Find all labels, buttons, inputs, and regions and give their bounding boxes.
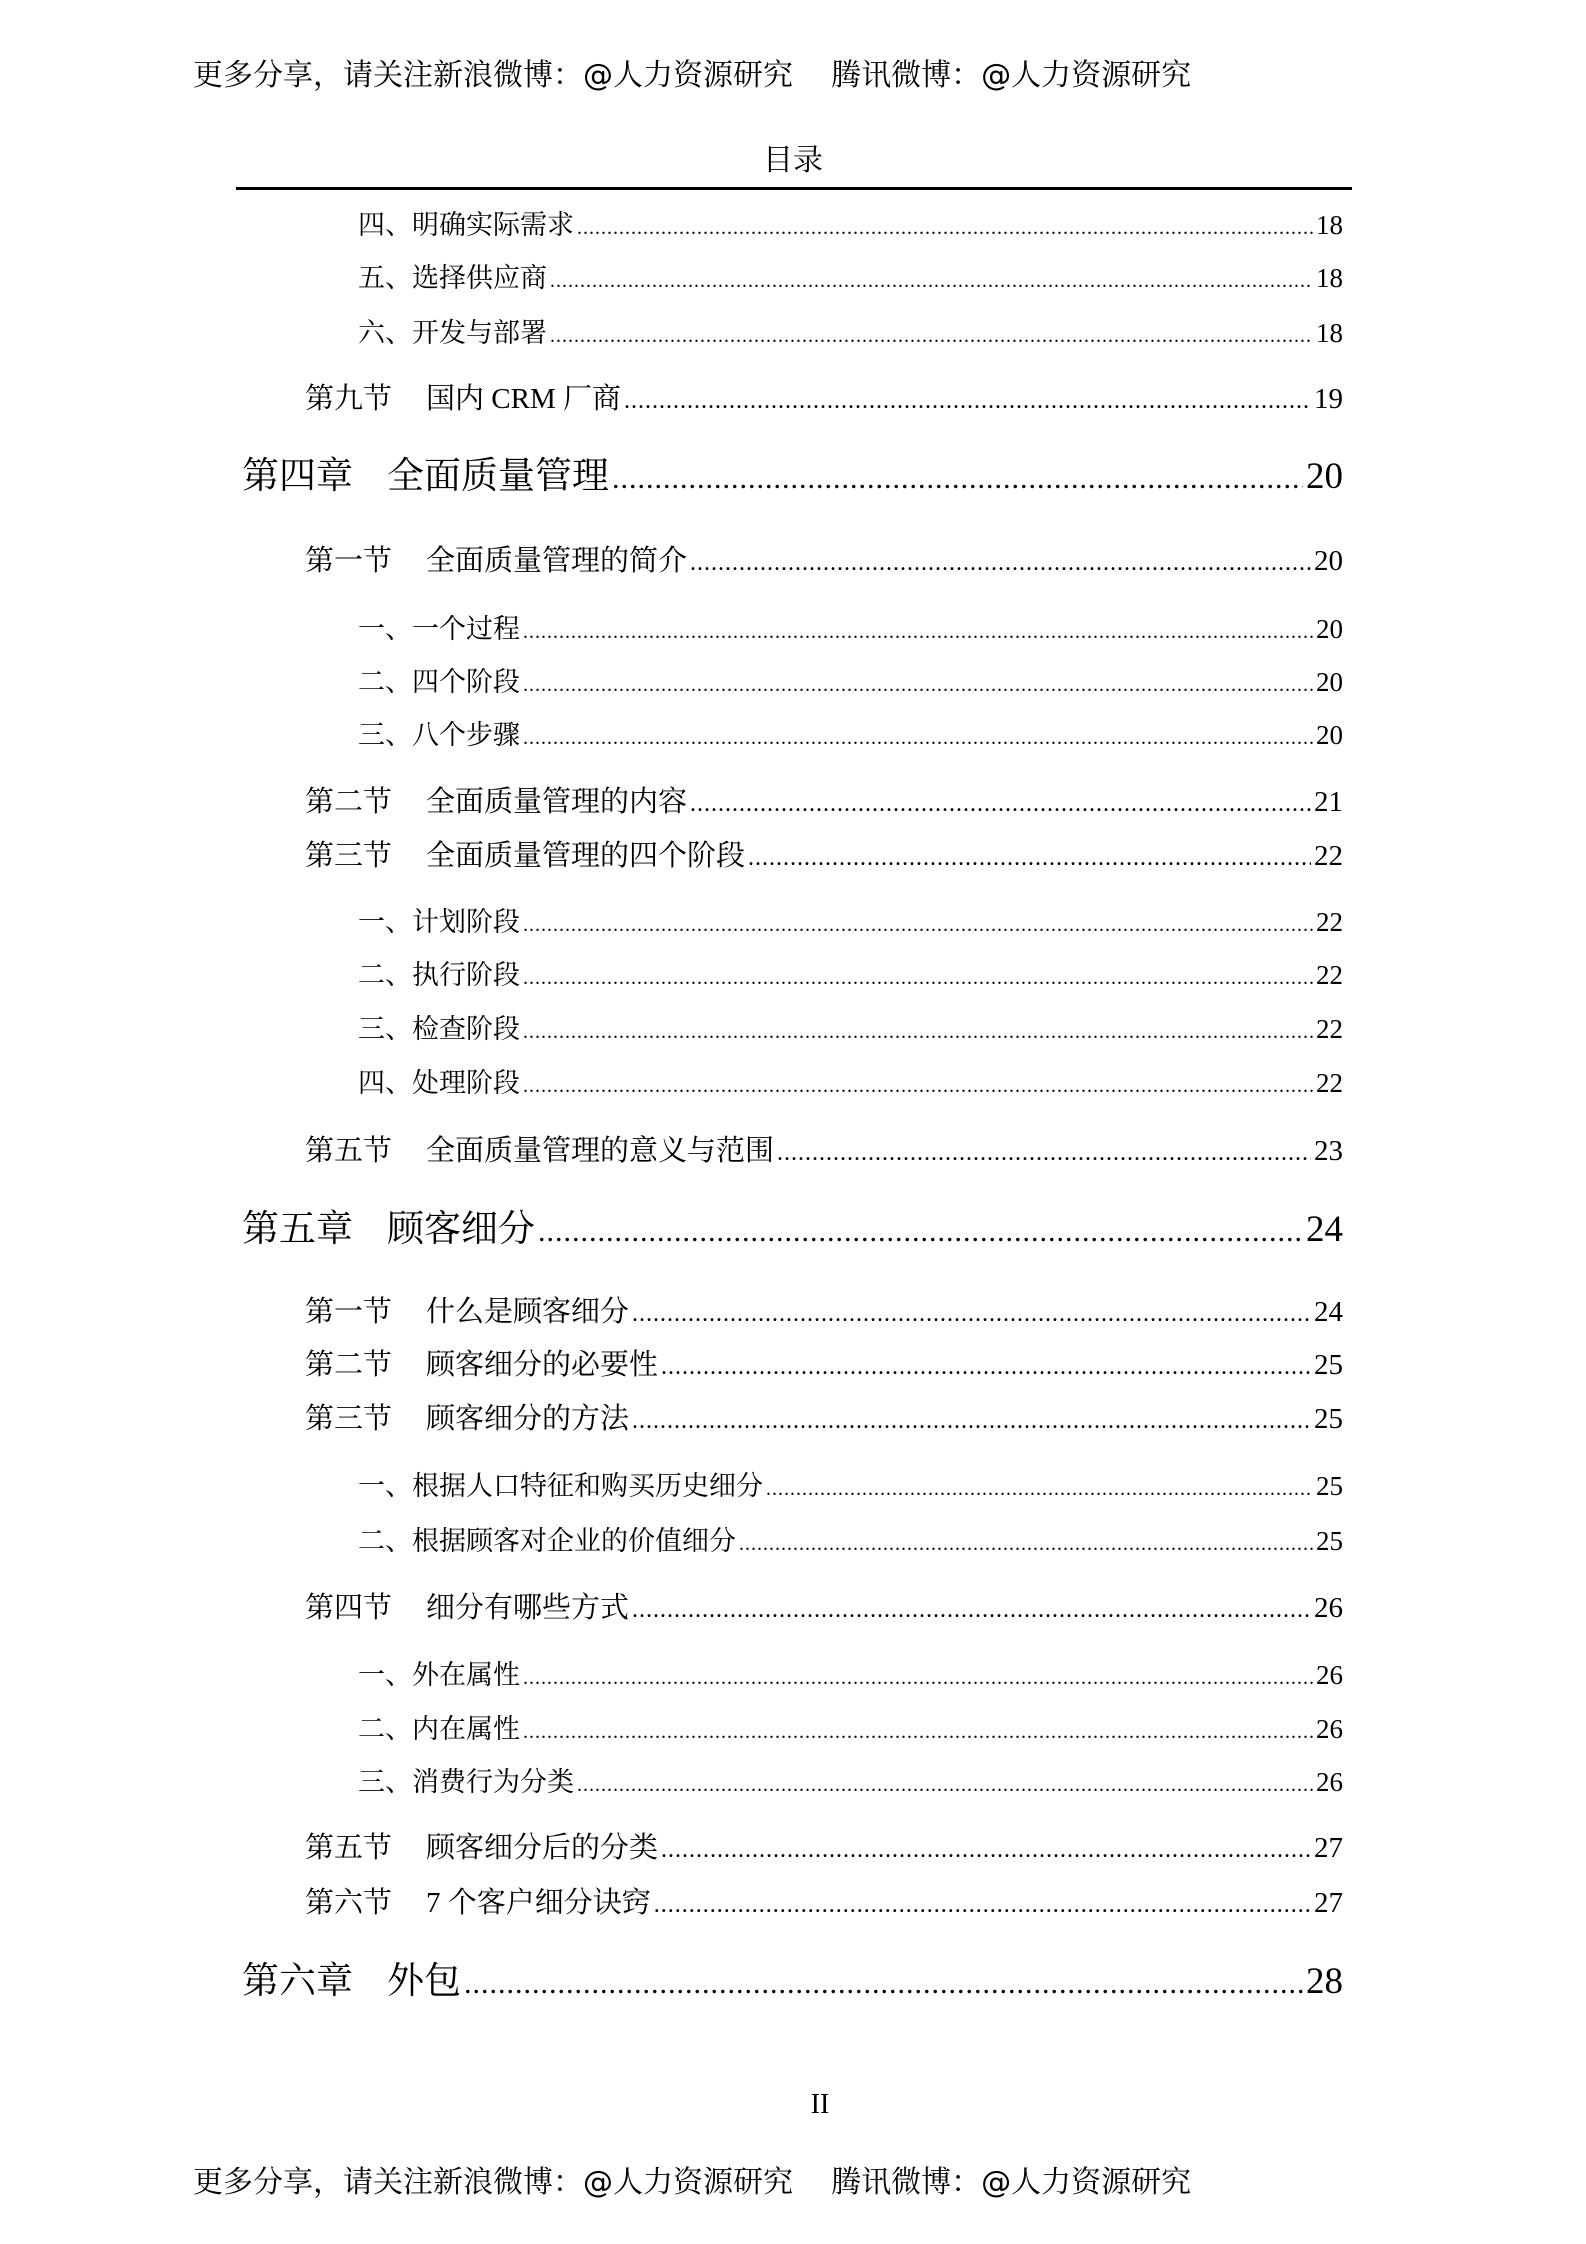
footer-watermark: 更多分享，请关注新浪微博：@人力资源研究 腾讯微博：@人力资源研究 — [193, 2165, 1192, 2200]
toc-entry-title — [358, 611, 520, 647]
dot-leader — [523, 907, 1313, 943]
toc-entry-title — [358, 1011, 520, 1047]
toc-entry-page: 26 — [1316, 1714, 1343, 1744]
toc-entry-section[interactable] — [305, 1132, 1343, 1170]
toc-entry-section[interactable] — [305, 1400, 1343, 1438]
toc-entry-title — [305, 837, 745, 875]
toc-entry-chapter[interactable] — [242, 1959, 1343, 2005]
toc-entry-title — [358, 957, 520, 993]
toc-entry-label: 顾客细分的方法 — [426, 1403, 630, 1435]
toc-entry-page: 22 — [1316, 1014, 1343, 1044]
toc-entry-section[interactable] — [305, 1829, 1343, 1867]
toc-entry-label: 二、执行阶段 — [358, 960, 520, 990]
toc-entry-sub[interactable] — [358, 207, 1343, 243]
toc-entry-page: 25 — [1314, 1403, 1343, 1435]
toc-entry-sub[interactable] — [358, 1657, 1343, 1693]
toc-entry-page: 22 — [1316, 960, 1343, 990]
toc-entry-label: 全面质量管理的四个阶段 — [426, 840, 746, 872]
toc-entry-title — [305, 1346, 658, 1384]
toc-entry-sub[interactable] — [358, 904, 1343, 940]
toc-entry-prefix: 第二节 — [305, 786, 393, 818]
toc-entry-title — [358, 1065, 520, 1101]
toc-entry-title — [358, 1711, 520, 1747]
dot-leader — [624, 382, 1311, 420]
toc-entry-chapter[interactable] — [242, 1207, 1343, 1253]
toc-entry-page: 22 — [1316, 1068, 1343, 1098]
dot-leader — [690, 544, 1311, 582]
toc-entry-title — [358, 1764, 574, 1800]
dot-leader — [690, 785, 1311, 823]
toc-entry-label: 一、外在属性 — [358, 1660, 520, 1690]
toc-entry-label: 什么是顾客细分 — [426, 1296, 630, 1328]
toc-entry-prefix: 第五节 — [305, 1832, 393, 1864]
toc-entry-title — [305, 1829, 658, 1867]
toc-entry-sub[interactable] — [358, 1523, 1343, 1559]
toc-entry-sub[interactable] — [358, 611, 1343, 647]
toc-entry-title — [242, 1959, 461, 2005]
dot-leader — [577, 210, 1313, 246]
toc-entry-sub[interactable] — [358, 717, 1343, 753]
toc-entry-prefix: 第六章 — [242, 1961, 353, 2002]
toc-entry-prefix: 第一节 — [305, 1296, 393, 1328]
toc-entry-title — [305, 1589, 629, 1627]
toc-entry-section[interactable] — [305, 837, 1343, 875]
dot-leader — [538, 1209, 1303, 1255]
toc-entry-sub[interactable] — [358, 1011, 1343, 1047]
dot-leader — [523, 1068, 1313, 1104]
toc-entry-label: 一、根据人口特征和购买历史细分 — [358, 1471, 763, 1501]
toc-entry-label: 三、消费行为分类 — [358, 1767, 574, 1797]
toc-entry-page: 20 — [1316, 614, 1343, 644]
toc-entry-page: 27 — [1314, 1887, 1343, 1919]
toc-entry-sub[interactable] — [358, 1764, 1343, 1800]
toc-entry-section[interactable] — [305, 1884, 1343, 1922]
toc-entry-prefix: 第六节 — [305, 1887, 393, 1919]
dot-leader — [523, 667, 1313, 703]
toc-entry-title — [358, 1468, 763, 1504]
dot-leader — [739, 1526, 1313, 1562]
toc-entry-label: 全面质量管理的内容 — [426, 786, 688, 818]
dot-leader — [632, 1591, 1311, 1629]
toc-entry-section[interactable] — [305, 1293, 1343, 1331]
toc-entry-sub[interactable] — [358, 1711, 1343, 1747]
dot-leader — [523, 1014, 1313, 1050]
toc-entry-label: 顾客细分后的分类 — [426, 1832, 659, 1864]
toc-entry-title — [305, 1400, 629, 1438]
toc-entry-title — [242, 454, 609, 500]
toc-entry-title — [358, 1657, 520, 1693]
toc-entry-page: 20 — [1314, 545, 1343, 577]
dot-leader — [523, 1660, 1313, 1696]
toc-entry-chapter[interactable] — [242, 454, 1343, 500]
dot-leader — [523, 720, 1313, 756]
toc-entry-label: 国内 CRM 厂商 — [426, 383, 621, 415]
toc-entry-label: 7 个客户细分诀窍 — [426, 1887, 651, 1919]
toc-entry-sub[interactable] — [358, 1065, 1343, 1101]
toc-entry-sub[interactable] — [358, 315, 1343, 351]
toc-entry-label: 六、开发与部署 — [358, 318, 547, 348]
toc-entry-sub[interactable] — [358, 1468, 1343, 1504]
toc-entry-title — [242, 1207, 535, 1253]
dot-leader — [766, 1471, 1313, 1507]
dot-leader — [523, 1714, 1313, 1750]
toc-entry-page: 20 — [1316, 720, 1343, 750]
dot-leader — [661, 1831, 1311, 1869]
toc-entry-label: 全面质量管理 — [387, 456, 609, 497]
toc-entry-title — [358, 904, 520, 940]
toc-entry-title — [305, 1884, 651, 1922]
toc-entry-label: 五、选择供应商 — [358, 263, 547, 293]
toc-entry-sub[interactable] — [358, 664, 1343, 700]
toc-entry-title — [305, 1293, 629, 1331]
toc-entry-sub[interactable] — [358, 260, 1343, 296]
toc-entry-prefix: 第五节 — [305, 1135, 393, 1167]
dot-leader — [632, 1402, 1311, 1440]
toc-entry-label: 四、处理阶段 — [358, 1068, 520, 1098]
toc-title: 目录 — [763, 144, 823, 177]
toc-entry-page: 21 — [1314, 786, 1343, 818]
toc-entry-prefix: 第三节 — [305, 1403, 393, 1435]
toc-entry-section[interactable] — [305, 380, 1343, 418]
toc-entry-page: 25 — [1314, 1349, 1343, 1381]
dot-leader — [632, 1295, 1311, 1333]
toc-entry-label: 顾客细分 — [387, 1209, 535, 1250]
toc-entry-label: 一、一个过程 — [358, 614, 520, 644]
dot-leader — [748, 839, 1311, 877]
toc-entry-title — [305, 542, 687, 580]
dot-leader — [661, 1348, 1311, 1386]
toc-entry-sub[interactable] — [358, 957, 1343, 993]
toc-entry-title — [358, 260, 547, 296]
toc-entry-label: 二、四个阶段 — [358, 667, 520, 697]
toc-entry-section[interactable] — [305, 1589, 1343, 1627]
toc-entry-page: 20 — [1306, 456, 1343, 497]
toc-entry-title — [305, 783, 687, 821]
toc-entry-page: 25 — [1316, 1471, 1343, 1501]
toc-entry-label: 全面质量管理的简介 — [426, 545, 688, 577]
toc-entry-page: 18 — [1316, 318, 1343, 348]
toc-entry-label: 二、根据顾客对企业的价值细分 — [358, 1526, 736, 1556]
toc-entry-title — [305, 380, 621, 418]
toc-entry-page: 19 — [1314, 383, 1343, 415]
toc-entry-page: 20 — [1316, 667, 1343, 697]
toc-entry-label: 二、内在属性 — [358, 1714, 520, 1744]
dot-leader — [577, 1767, 1313, 1803]
toc-entry-page: 23 — [1314, 1135, 1343, 1167]
toc-entry-label: 细分有哪些方式 — [426, 1592, 630, 1624]
toc-entry-label: 一、计划阶段 — [358, 907, 520, 937]
toc-entry-prefix: 第五章 — [242, 1209, 353, 1250]
toc-entry-section[interactable] — [305, 542, 1343, 580]
toc-entry-title — [358, 664, 520, 700]
dot-leader — [464, 1961, 1303, 2007]
toc-entry-page: 26 — [1314, 1592, 1343, 1624]
toc-entry-page: 22 — [1316, 907, 1343, 937]
toc-entry-title — [358, 717, 520, 753]
toc-entry-label: 四、明确实际需求 — [358, 210, 574, 240]
dot-leader — [550, 318, 1313, 354]
toc-entry-page: 24 — [1314, 1296, 1343, 1328]
toc-entry-page: 26 — [1316, 1767, 1343, 1797]
header-watermark: 更多分享，请关注新浪微博：@人力资源研究 腾讯微博：@人力资源研究 — [193, 58, 1192, 93]
toc-entry-prefix: 第一节 — [305, 545, 393, 577]
toc-entry-label: 顾客细分的必要性 — [426, 1349, 659, 1381]
toc-entry-title — [358, 315, 547, 351]
toc-entry-page: 24 — [1306, 1209, 1343, 1250]
toc-entry-section[interactable] — [305, 783, 1343, 821]
toc-entry-prefix: 第九节 — [305, 383, 393, 415]
toc-entry-title — [358, 1523, 736, 1559]
toc-entry-prefix: 第三节 — [305, 840, 393, 872]
toc-entry-label: 三、八个步骤 — [358, 720, 520, 750]
toc-entry-page: 26 — [1316, 1660, 1343, 1690]
toc-entry-title — [305, 1132, 774, 1170]
toc-entry-page: 28 — [1306, 1961, 1343, 2002]
dot-leader — [654, 1886, 1311, 1924]
dot-leader — [777, 1134, 1311, 1172]
toc-entry-prefix: 第四节 — [305, 1592, 393, 1624]
toc-entry-title — [358, 207, 574, 243]
toc-entry-label: 全面质量管理的意义与范围 — [426, 1135, 775, 1167]
toc-entry-label: 外包 — [387, 1961, 461, 2002]
toc-entry-page: 25 — [1316, 1526, 1343, 1556]
dot-leader — [523, 960, 1313, 996]
toc-entry-page: 27 — [1314, 1832, 1343, 1864]
toc-entry-page: 18 — [1316, 210, 1343, 240]
toc-entry-page: 22 — [1314, 840, 1343, 872]
dot-leader — [523, 614, 1313, 650]
dot-leader — [550, 263, 1313, 299]
toc-entry-prefix: 第四章 — [242, 456, 353, 497]
toc-entry-section[interactable] — [305, 1346, 1343, 1384]
toc-entry-prefix: 第二节 — [305, 1349, 393, 1381]
toc-entry-page: 18 — [1316, 263, 1343, 293]
toc-entry-label: 三、检查阶段 — [358, 1014, 520, 1044]
dot-leader — [612, 456, 1303, 502]
page-number: II — [810, 2089, 830, 2120]
